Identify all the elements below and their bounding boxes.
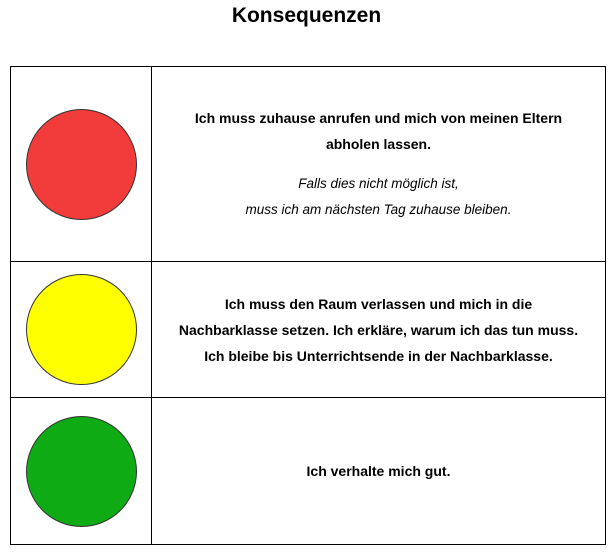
- consequence-text: [152, 67, 606, 262]
- table-row-red: [11, 67, 606, 262]
- consequence-text: [152, 398, 606, 545]
- consequence-line: abholen lassen.: [325, 136, 432, 152]
- traffic-light-cell: [11, 67, 152, 262]
- consequence-line: Ich verhalte mich gut.: [306, 463, 451, 479]
- traffic-light-cell: [11, 262, 152, 398]
- consequence-line: Nachbarklasse setzen. Ich erkläre, warum ich das tun muss.: [178, 321, 579, 338]
- consequences-table: [10, 66, 606, 545]
- consequence-text: [152, 262, 606, 398]
- consequence-line: Ich bleibe bis Unterrichtsende in der Nachbarklasse.: [204, 347, 553, 364]
- consequence-line: Ich muss zuhause anrufen und mich von meinen Eltern: [194, 110, 563, 126]
- page-title: Konsequenzen: [231, 4, 382, 27]
- yellow-circle-icon: [26, 274, 137, 385]
- note-line: muss ich am nächsten Tag zuhause bleiben.: [245, 202, 512, 217]
- red-circle-icon: [26, 109, 137, 220]
- note-line: Falls dies nicht möglich ist,: [298, 176, 459, 191]
- table-row-green: [11, 398, 606, 545]
- consequence-line: Ich muss den Raum verlassen und mich in die: [224, 295, 533, 312]
- green-circle-icon: [26, 416, 137, 527]
- table-row-yellow: [11, 262, 606, 398]
- traffic-light-cell: [11, 398, 152, 545]
